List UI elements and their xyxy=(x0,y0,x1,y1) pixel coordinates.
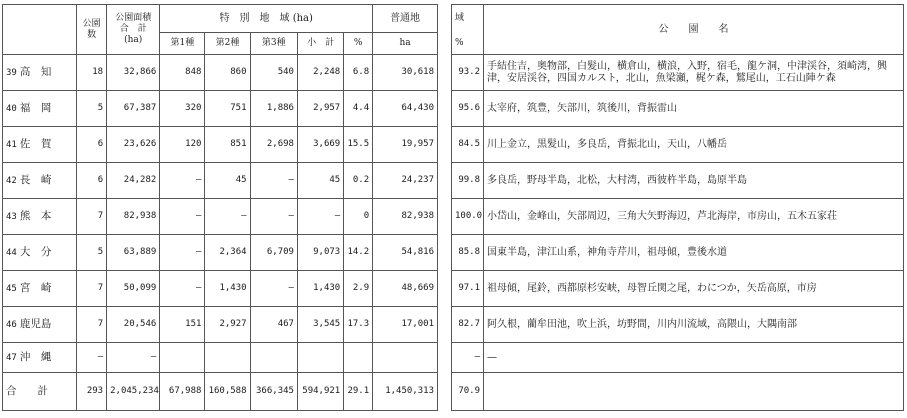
total-class1: 67,988 xyxy=(160,373,205,411)
cell-normal: 82,938 xyxy=(373,199,438,235)
cell-area: 23,626 xyxy=(107,127,160,163)
cell-sub: 3,545 xyxy=(297,307,343,343)
cell-c1: 151 xyxy=(160,307,205,343)
cell-count: 7 xyxy=(77,199,107,235)
cell-pct xyxy=(344,343,373,373)
cell-pct: 0.2 xyxy=(344,163,373,199)
cell-sub: — xyxy=(297,199,343,235)
cell-normal: 19,957 xyxy=(373,127,438,163)
cell-percent: 85.8 xyxy=(452,235,484,271)
cell-pct: 17.3 xyxy=(344,307,373,343)
table-row xyxy=(3,271,438,307)
cell-c3: — xyxy=(250,163,297,199)
cell-pct: 2.9 xyxy=(344,271,373,307)
table-row xyxy=(3,127,438,163)
header-normal-unit: ha xyxy=(373,33,438,55)
table-row xyxy=(452,271,904,307)
cell-c1: — xyxy=(160,199,205,235)
cell-area: 50,099 xyxy=(107,271,160,307)
cell-park-names: 国東半島，津江山系，神角寺芹川，祖母傾，豊後水道 xyxy=(484,235,904,271)
prefecture-name: 長 崎 xyxy=(19,173,52,186)
right-total-row xyxy=(452,373,904,411)
prefecture-cell xyxy=(3,127,77,163)
cell-c3: 540 xyxy=(250,55,297,91)
table-row xyxy=(452,343,904,373)
header-normal-area: 普通地 xyxy=(373,5,438,33)
cell-c2: 45 xyxy=(205,163,250,199)
prefecture-cell xyxy=(3,163,77,199)
table-row xyxy=(452,163,904,199)
cell-c1: — xyxy=(160,271,205,307)
table-row xyxy=(452,127,904,163)
table-row xyxy=(452,91,904,127)
table-row xyxy=(3,199,438,235)
total-class3: 366,345 xyxy=(250,373,297,411)
prefecture-cell xyxy=(3,343,77,373)
cell-percent: 100.0 xyxy=(452,199,484,235)
cell-park-names: 小岱山，金峰山，矢部周辺，三角大矢野海辺，芦北海岸，市房山，五木五家荘 xyxy=(484,199,904,235)
header-class3: 第3種 xyxy=(250,33,297,55)
cell-c3: 6,709 xyxy=(250,235,297,271)
cell-pct: 0 xyxy=(344,199,373,235)
table-row xyxy=(3,235,438,271)
prefecture-cell xyxy=(3,199,77,235)
header-area-line1: 公園面積 xyxy=(115,13,152,23)
cell-c2: 851 xyxy=(205,127,250,163)
cell-count: — xyxy=(77,343,107,373)
prefecture-number: 42 xyxy=(6,175,17,186)
prefecture-cell xyxy=(3,91,77,127)
table-row xyxy=(3,343,438,373)
total-subtotal: 594,921 xyxy=(297,373,343,411)
table-row xyxy=(3,163,438,199)
cell-normal: 48,669 xyxy=(373,271,438,307)
prefecture-name: 佐 賀 xyxy=(19,137,52,150)
table-row xyxy=(3,91,438,127)
header-area-label: 域 xyxy=(452,5,484,33)
prefecture-name: 宮 崎 xyxy=(19,281,52,294)
cell-pct: 15.5 xyxy=(344,127,373,163)
cell-normal: 30,618 xyxy=(373,55,438,91)
prefecture-name: 熊 本 xyxy=(19,209,52,222)
cell-park-names: 手結住吉，奥物部，白髪山，横倉山，横浪，入野，宿毛，龍ケ洞，中津渓谷，須崎湾，興津，安居渓谷，四国カルスト，北山，魚梁瀬，梶ケ森，鷲尾山，工石山陣ケ森 xyxy=(484,55,904,91)
table-row xyxy=(452,55,904,91)
cell-c3: 467 xyxy=(250,307,297,343)
cell-c1 xyxy=(160,343,205,373)
cell-c3: — xyxy=(250,199,297,235)
cell-count: 6 xyxy=(77,127,107,163)
cell-percent: 95.6 xyxy=(452,91,484,127)
total-normal: 1,450,313 xyxy=(373,373,438,411)
header-prefecture-blank xyxy=(3,5,77,55)
prefecture-number: 39 xyxy=(6,67,17,78)
cell-park-names: 多良岳，野母半島，北松，大村湾，西彼杵半島，島原半島 xyxy=(484,163,904,199)
header-park-area-total xyxy=(107,5,160,55)
total-count: 293 xyxy=(77,373,107,411)
cell-area: 32,866 xyxy=(107,55,160,91)
prefecture-number: 47 xyxy=(6,352,17,363)
left-table-body xyxy=(3,55,438,373)
cell-c3 xyxy=(250,343,297,373)
table-row xyxy=(452,235,904,271)
cell-area: 63,889 xyxy=(107,235,160,271)
header-percent: % xyxy=(344,33,373,55)
cell-sub: 1,430 xyxy=(297,271,343,307)
total-percent: 29.1 xyxy=(344,373,373,411)
header-subtotal: 小 計 xyxy=(297,33,343,55)
cell-percent: 93.2 xyxy=(452,55,484,91)
cell-area: 67,387 xyxy=(107,91,160,127)
right-table-body xyxy=(452,55,904,373)
right-total-parks-blank xyxy=(484,373,904,411)
prefecture-cell xyxy=(3,235,77,271)
cell-c2: 2,364 xyxy=(205,235,250,271)
header-special-area-group: 特 別 地 域 (ha) xyxy=(160,5,373,33)
cell-normal: 17,001 xyxy=(373,307,438,343)
prefecture-number: 41 xyxy=(6,139,17,150)
cell-count: 5 xyxy=(77,235,107,271)
cell-c2 xyxy=(205,343,250,373)
cell-normal: 64,430 xyxy=(373,91,438,127)
cell-percent: 84.5 xyxy=(452,127,484,163)
prefecture-cell xyxy=(3,307,77,343)
cell-count: 5 xyxy=(77,91,107,127)
cell-c1: 120 xyxy=(160,127,205,163)
total-area: 2,045,234 xyxy=(107,373,160,411)
cell-c3: 2,698 xyxy=(250,127,297,163)
header-park-count: 公園数 xyxy=(77,5,107,55)
cell-count: 18 xyxy=(77,55,107,91)
cell-pct: 14.2 xyxy=(344,235,373,271)
cell-sub: 2,248 xyxy=(297,55,343,91)
cell-count: 7 xyxy=(77,307,107,343)
total-class2: 160,588 xyxy=(205,373,250,411)
prefecture-number: 46 xyxy=(6,319,17,330)
table-row xyxy=(3,55,438,91)
cell-count: 6 xyxy=(77,163,107,199)
cell-normal xyxy=(373,343,438,373)
cell-park-names: 太宰府，筑豊，矢部川，筑後川，背振雷山 xyxy=(484,91,904,127)
cell-sub: 3,669 xyxy=(297,127,343,163)
table-row xyxy=(452,199,904,235)
prefecture-name: 福 岡 xyxy=(19,101,52,114)
header-class2: 第2種 xyxy=(205,33,250,55)
cell-area: — xyxy=(107,343,160,373)
total-row xyxy=(3,373,438,411)
prefecture-name: 高 知 xyxy=(19,65,52,78)
cell-area: 20,546 xyxy=(107,307,160,343)
cell-park-names: 川上金立，黒髪山，多良岳，背振北山，天山，八幡岳 xyxy=(484,127,904,163)
prefecture-name: 鹿児島 xyxy=(19,317,52,330)
header-row-1 xyxy=(3,5,438,33)
cell-c1: — xyxy=(160,163,205,199)
cell-c2: 1,430 xyxy=(205,271,250,307)
cell-c3: 1,886 xyxy=(250,91,297,127)
prefecture-number: 43 xyxy=(6,211,17,222)
cell-c2: 751 xyxy=(205,91,250,127)
cell-pct: 4.4 xyxy=(344,91,373,127)
cell-area: 24,282 xyxy=(107,163,160,199)
prefecture-name: 大 分 xyxy=(19,245,52,258)
header-area-unit: (ha) xyxy=(124,35,143,45)
prefecture-cell xyxy=(3,55,77,91)
cell-c1: — xyxy=(160,235,205,271)
table-row xyxy=(452,307,904,343)
cell-c1: 320 xyxy=(160,91,205,127)
cell-count: 7 xyxy=(77,271,107,307)
prefecture-name: 沖 縄 xyxy=(19,350,52,363)
prefecture-number: 44 xyxy=(6,247,17,258)
right-header-row-1 xyxy=(452,5,904,33)
prefecture-number: 45 xyxy=(6,283,17,294)
prefecture-number: 40 xyxy=(6,103,17,114)
cell-sub xyxy=(297,343,343,373)
prefecture-cell xyxy=(3,271,77,307)
cell-c2: — xyxy=(205,199,250,235)
header-park-names: 公 園 名 xyxy=(484,5,904,55)
cell-percent: 99.8 xyxy=(452,163,484,199)
cell-sub: 45 xyxy=(297,163,343,199)
cell-area: 82,938 xyxy=(107,199,160,235)
cell-c3: — xyxy=(250,271,297,307)
right-total-percent: 70.9 xyxy=(452,373,484,411)
cell-percent: — xyxy=(452,343,484,373)
header-area-line2: 合 計 xyxy=(119,24,147,34)
cell-sub: 2,957 xyxy=(297,91,343,127)
total-label: 合 計 xyxy=(3,373,77,411)
cell-normal: 54,816 xyxy=(373,235,438,271)
park-names-table xyxy=(451,4,904,411)
cell-sub: 9,073 xyxy=(297,235,343,271)
header-right-percent: % xyxy=(452,33,484,55)
park-statistics-table xyxy=(2,4,438,411)
cell-c2: 2,927 xyxy=(205,307,250,343)
cell-park-names: 祖母傾，尾鈴，西都原杉安峡，母智丘関之尾，わにつか，矢岳高原，市房 xyxy=(484,271,904,307)
cell-c1: 848 xyxy=(160,55,205,91)
cell-park-names: 阿久根，藺牟田池，吹上浜，坊野間，川内川流域，高隈山，大隅南部 xyxy=(484,307,904,343)
cell-park-names: — xyxy=(484,343,904,373)
cell-normal: 24,237 xyxy=(373,163,438,199)
cell-percent: 97.1 xyxy=(452,271,484,307)
cell-percent: 82.7 xyxy=(452,307,484,343)
header-class1: 第1種 xyxy=(160,33,205,55)
cell-c2: 860 xyxy=(205,55,250,91)
table-row xyxy=(3,307,438,343)
cell-pct: 6.8 xyxy=(344,55,373,91)
